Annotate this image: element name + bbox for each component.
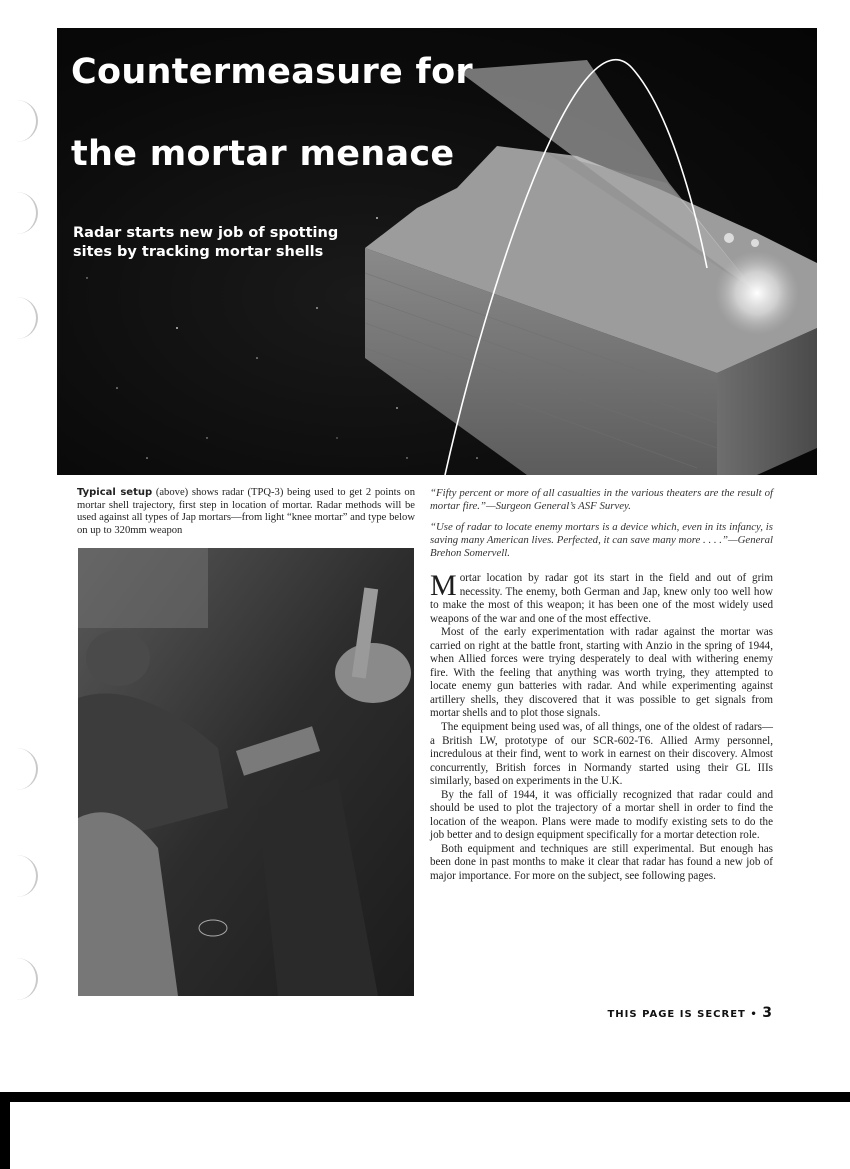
punch-hole — [0, 958, 38, 1000]
page-number: 3 — [762, 1005, 772, 1021]
photo-caption — [77, 487, 415, 537]
article-paragraph: Both equipment and techniques are still experimental. But enough has been done in past months to make it clear that radar has found a new job of major importance. For more on the subject, see following pages. — [430, 842, 773, 883]
drop-cap: M — [430, 569, 457, 602]
punch-hole — [0, 748, 38, 790]
caption-lead: Typical setup — [77, 487, 153, 498]
caption-text: (above) shows radar (TPQ-3) being used to get 2 points on mortar shell trajectory, first step in location of mortar. Radar methods will be used against all types of Jap mortars—from light “knee mortar” and type below on up to 320mm weapon — [77, 487, 415, 536]
footer-bullet: • — [750, 1009, 758, 1020]
article-paragraph: Most of the early experimentation with radar against the mortar was carried on right at the battle front, starting with Anzio in the spring of 1944, when Allied forces were trying desperately to deal with withering enemy fire. With the feeling that anything was worth trying, they attempted to locate enemy gun batteries with radar. And while experimenting against artillery shells, they discovered that it was possible to get signals from mortar shells and to plot those signals. — [430, 626, 773, 720]
page-footer — [607, 1005, 772, 1021]
hero-subtitle: Radar starts new job of spotting sites by tracking mortar shells — [73, 225, 339, 260]
headline-line-2: the mortar menace — [71, 134, 455, 174]
scan-edge — [0, 1092, 850, 1169]
headline-line-1: Countermeasure for — [71, 52, 473, 92]
punch-hole — [0, 192, 38, 234]
next-page-edge — [10, 1102, 850, 1169]
article-paragraph: By the fall of 1944, it was officially recognized that radar could and should be used to plot the trajectory of a mortar shell in order to find the location of the weapon. Plans were made to modify existing sets to do the job better and to design equipment specifically for a mortar detection role. — [430, 788, 773, 842]
hero-illustration — [57, 28, 817, 475]
photo-illustration — [78, 548, 414, 996]
punch-hole — [0, 855, 38, 897]
punch-hole — [0, 100, 38, 142]
pull-quote-2: “Use of radar to locate enemy mortars is a device which, even in its infancy, is saving many American lives. Perfected, it can save many more . . . .”—General Brehon Somervell. — [430, 521, 773, 560]
article-body — [430, 569, 773, 884]
article-paragraph: Mortar location by radar got its start in the field and out of grim necessity. The enemy, both German and Jap, knew only too well how to make the most of this weapon; it has been one of the most widely used weapons of the war and one of the most effective. — [430, 569, 773, 625]
mortar-crew-photo — [78, 548, 414, 996]
classification-label: THIS PAGE IS SECRET — [607, 1009, 746, 1020]
punch-hole — [0, 297, 38, 339]
pull-quote-1: “Fifty percent or more of all casualties in the various theaters are the result of mortar fire.”—Surgeon General’s ASF Survey. — [430, 487, 773, 513]
article-paragraph: The equipment being used was, of all things, one of the oldest of radars—a British LW, prototype of our SCR-602-T6. Allied Army personnel, incredulous at their find, went to work in earnest on their discovery. Almost concurrently, British forces in Normandy started using their GL IIIs similarly, based on experiments in the U.K. — [430, 721, 773, 788]
